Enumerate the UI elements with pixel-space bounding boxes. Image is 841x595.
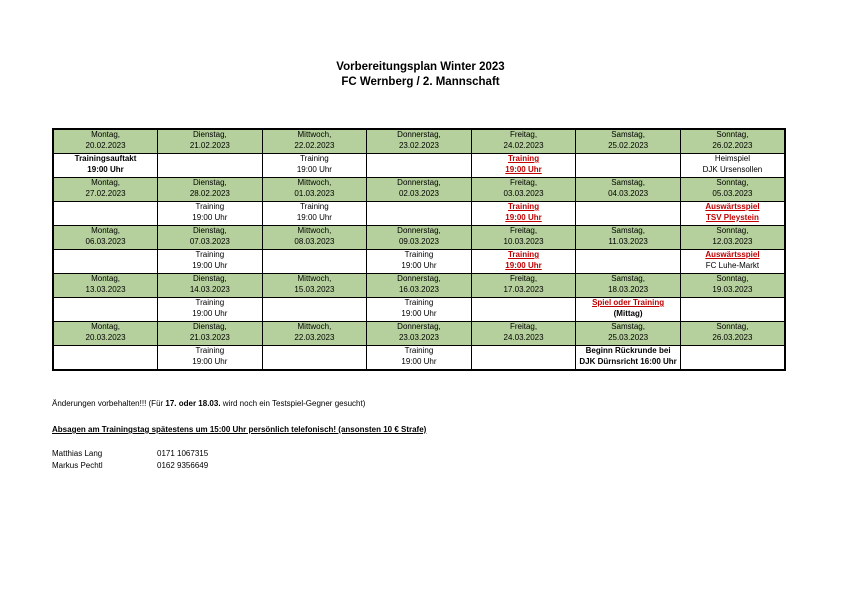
activity-text: 19:00 Uhr [296, 164, 332, 174]
activity-text: (Mittag) [613, 308, 643, 318]
activity-cell [680, 202, 785, 226]
weekday-label: Dienstag, [192, 226, 227, 235]
date-label: 05.03.2023 [712, 188, 753, 198]
activity-cell [680, 298, 785, 322]
date-label: 12.03.2023 [712, 236, 753, 246]
plan-title: Vorbereitungsplan Winter 2023 [336, 61, 505, 73]
contact-name: Markus Pechtl [52, 461, 103, 470]
weekday-label: Donnerstag, [397, 322, 441, 331]
activity-cell [158, 202, 263, 226]
day-header-cell [262, 226, 367, 250]
day-header-cell [262, 178, 367, 202]
weekday-label: Sonntag, [716, 274, 749, 283]
activity-text: Auswärtsspiel [705, 202, 760, 211]
date-label: 16.03.2023 [398, 284, 439, 294]
activity-text: Training [507, 250, 540, 259]
weekday-label: Samstag, [611, 274, 645, 283]
schedule-table [52, 128, 786, 371]
activity-cell [576, 202, 681, 226]
day-header-cell [576, 129, 681, 154]
activity-cell [471, 154, 576, 178]
activity-text: Training [404, 346, 434, 355]
day-header-cell [367, 322, 472, 346]
activity-text: Training [300, 202, 329, 211]
day-header-cell [53, 226, 158, 250]
date-label: 08.03.2023 [294, 236, 335, 246]
weekday-label: Dienstag, [192, 178, 227, 187]
day-header-cell [576, 178, 681, 202]
weekday-label: Freitag, [509, 178, 538, 187]
activity-cell [53, 250, 158, 274]
day-header-cell [576, 274, 681, 298]
week-header-row [53, 129, 785, 154]
activity-cell [262, 202, 367, 226]
day-header-cell [367, 129, 472, 154]
activity-text: DJK Dürnsricht 16:00 Uhr [579, 356, 677, 366]
day-header-cell [262, 274, 367, 298]
date-label: 15.03.2023 [294, 284, 335, 294]
day-header-cell [680, 178, 785, 202]
week-activity-row [53, 202, 785, 226]
activity-cell [367, 250, 472, 274]
weekday-label: Dienstag, [192, 322, 227, 331]
date-label: 26.03.2023 [712, 332, 753, 342]
week-header-row [53, 322, 785, 346]
activity-cell [53, 298, 158, 322]
week-activity-row [53, 250, 785, 274]
date-label: 10.03.2023 [503, 236, 544, 246]
activity-cell [262, 250, 367, 274]
activity-cell [158, 154, 263, 178]
activity-text: FC Luhe-Markt [705, 260, 760, 270]
date-label: 11.03.2023 [608, 236, 648, 246]
activity-text: Training [404, 298, 434, 307]
date-label: 21.03.2023 [189, 332, 230, 342]
activity-text: 19:00 Uhr [401, 356, 437, 366]
weekday-label: Sonntag, [716, 226, 749, 235]
day-header-cell [680, 274, 785, 298]
date-label: 25.03.2023 [608, 332, 649, 342]
weekday-label: Donnerstag, [397, 178, 441, 187]
activity-text: Spiel oder Training [592, 298, 665, 307]
date-label: 20.03.2023 [85, 332, 126, 342]
activity-text: 19:00 Uhr [192, 212, 228, 222]
date-label: 23.03.2023 [398, 332, 439, 342]
date-label: 19.03.2023 [712, 284, 753, 294]
weekday-label: Donnerstag, [397, 130, 441, 139]
date-label: 13.03.2023 [85, 284, 126, 294]
date-label: 22.03.2023 [294, 332, 335, 342]
activity-text: 19:00 Uhr [87, 164, 124, 174]
activity-text: Training [195, 298, 225, 307]
week-activity-row [53, 346, 785, 371]
day-header-cell [158, 226, 263, 250]
date-label: 18.03.2023 [608, 284, 649, 294]
weekday-label: Mittwoch, [297, 178, 332, 187]
activity-cell [158, 250, 263, 274]
day-header-cell [158, 322, 263, 346]
activity-cell [158, 298, 263, 322]
activity-text: Heimspiel [714, 154, 750, 163]
activity-text: Beginn Rückrunde bei [585, 346, 671, 355]
activity-cell [680, 250, 785, 274]
activity-cell [680, 346, 785, 371]
date-label: 23.02.2023 [398, 140, 439, 150]
day-header-cell [158, 274, 263, 298]
activity-text: Training [195, 250, 225, 259]
day-header-cell [576, 322, 681, 346]
date-label: 04.03.2023 [608, 188, 649, 198]
day-header-cell [471, 226, 576, 250]
weekday-label: Freitag, [509, 274, 538, 283]
activity-text: 19:00 Uhr [505, 164, 542, 174]
date-label: 24.03.2023 [503, 332, 544, 342]
day-header-cell [680, 322, 785, 346]
weekday-label: Dienstag, [192, 274, 227, 283]
activity-cell [471, 298, 576, 322]
date-label: 09.03.2023 [398, 236, 439, 246]
day-header-cell [53, 178, 158, 202]
date-label: 21.02.2023 [189, 140, 230, 150]
day-header-cell [53, 129, 158, 154]
weekday-label: Freitag, [509, 130, 538, 139]
day-header-cell [158, 129, 263, 154]
day-header-cell [367, 178, 472, 202]
activity-text: Training [507, 154, 540, 163]
activity-text: DJK Ursensollen [702, 164, 763, 174]
activity-cell [471, 202, 576, 226]
day-header-cell [471, 129, 576, 154]
activity-text: 19:00 Uhr [296, 212, 332, 222]
date-label: 17.03.2023 [503, 284, 544, 294]
activity-cell [576, 154, 681, 178]
week-activity-row [53, 298, 785, 322]
date-label: 27.02.2023 [85, 188, 126, 198]
day-header-cell [576, 226, 681, 250]
weekday-label: Sonntag, [716, 130, 749, 139]
contact-phone: 0171 1067315 [157, 449, 209, 458]
activity-text: 19:00 Uhr [192, 356, 228, 366]
day-header-cell [262, 322, 367, 346]
day-header-cell [53, 274, 158, 298]
weekday-label: Montag, [91, 178, 120, 187]
activity-cell [53, 202, 158, 226]
activity-cell [53, 154, 158, 178]
weekday-label: Sonntag, [716, 178, 749, 187]
activity-text: Training [404, 250, 434, 259]
activity-text: 19:00 Uhr [505, 260, 542, 270]
activity-cell [471, 346, 576, 371]
weekday-label: Mittwoch, [297, 274, 332, 283]
activity-cell [367, 202, 472, 226]
weekday-label: Montag, [91, 322, 120, 331]
weekday-label: Montag, [91, 130, 120, 139]
date-label: 02.03.2023 [398, 188, 439, 198]
weekday-label: Donnerstag, [397, 226, 441, 235]
day-header-cell [367, 226, 472, 250]
activity-cell [367, 346, 472, 371]
activity-cell [471, 250, 576, 274]
day-header-cell [262, 129, 367, 154]
activity-text: Auswärtsspiel [705, 250, 760, 259]
day-header-cell [53, 322, 158, 346]
day-header-cell [367, 274, 472, 298]
weekday-label: Samstag, [611, 322, 645, 331]
activity-text: Training [300, 154, 329, 163]
contact-name: Matthias Lang [52, 449, 103, 458]
day-header-cell [471, 322, 576, 346]
activity-text: 19:00 Uhr [192, 260, 228, 270]
activity-cell [367, 154, 472, 178]
activity-cell [158, 346, 263, 371]
weekday-label: Samstag, [611, 130, 645, 139]
date-label: 25.02.2023 [608, 140, 649, 150]
activity-text: 19:00 Uhr [192, 308, 228, 318]
team-subtitle: FC Wernberg / 2. Mannschaft [341, 76, 500, 88]
day-header-cell [680, 129, 785, 154]
date-label: 20.02.2023 [85, 140, 126, 150]
weekday-label: Sonntag, [716, 322, 749, 331]
activity-text: Trainingsauftakt [74, 154, 137, 163]
date-label: 07.03.2023 [189, 236, 230, 246]
date-label: 14.03.2023 [189, 284, 230, 294]
date-label: 26.02.2023 [712, 140, 753, 150]
activity-cell [262, 298, 367, 322]
activity-cell [576, 298, 681, 322]
activity-text: 19:00 Uhr [505, 212, 542, 222]
activity-text: 19:00 Uhr [401, 308, 437, 318]
changes-note: Änderungen vorbehalten!!! (Für 17. oder 18.03. wird noch ein Testspiel-Gegner gesucht) [52, 399, 366, 408]
date-label: 01.03.2023 [294, 188, 335, 198]
date-label: 06.03.2023 [85, 236, 126, 246]
activity-text: Training [195, 202, 225, 211]
week-header-row [53, 178, 785, 202]
weekday-label: Dienstag, [192, 130, 227, 139]
date-label: 24.02.2023 [503, 140, 544, 150]
weekday-label: Samstag, [611, 226, 645, 235]
contact-phone: 0162 9356649 [157, 461, 209, 470]
week-activity-row [53, 154, 785, 178]
activity-cell [680, 154, 785, 178]
activity-cell [367, 298, 472, 322]
weekday-label: Donnerstag, [397, 274, 441, 283]
week-header-row [53, 226, 785, 250]
weekday-label: Freitag, [509, 322, 538, 331]
activity-text: Training [507, 202, 540, 211]
day-header-cell [680, 226, 785, 250]
weekday-label: Montag, [91, 274, 120, 283]
weekday-label: Mittwoch, [297, 226, 332, 235]
day-header-cell [158, 178, 263, 202]
date-label: 28.02.2023 [189, 188, 230, 198]
activity-cell [262, 154, 367, 178]
weekday-label: Mittwoch, [297, 130, 332, 139]
date-label: 03.03.2023 [503, 188, 544, 198]
weekday-label: Freitag, [509, 226, 538, 235]
activity-cell [53, 346, 158, 371]
activity-cell [576, 250, 681, 274]
week-header-row [53, 274, 785, 298]
day-header-cell [471, 274, 576, 298]
weekday-label: Samstag, [611, 178, 645, 187]
weekday-label: Mittwoch, [297, 322, 332, 331]
date-label: 22.02.2023 [294, 140, 335, 150]
activity-text: 19:00 Uhr [401, 260, 437, 270]
activity-text: Training [195, 346, 225, 355]
cancellation-note: Absagen am Trainingstag spätestens um 15:00 Uhr persönlich telefonisch! (ansonsten 10 € Strafe) [52, 425, 427, 434]
weekday-label: Montag, [91, 226, 120, 235]
activity-cell [576, 346, 681, 371]
activity-text: TSV Pleystein [705, 212, 759, 222]
day-header-cell [471, 178, 576, 202]
activity-cell [262, 346, 367, 371]
